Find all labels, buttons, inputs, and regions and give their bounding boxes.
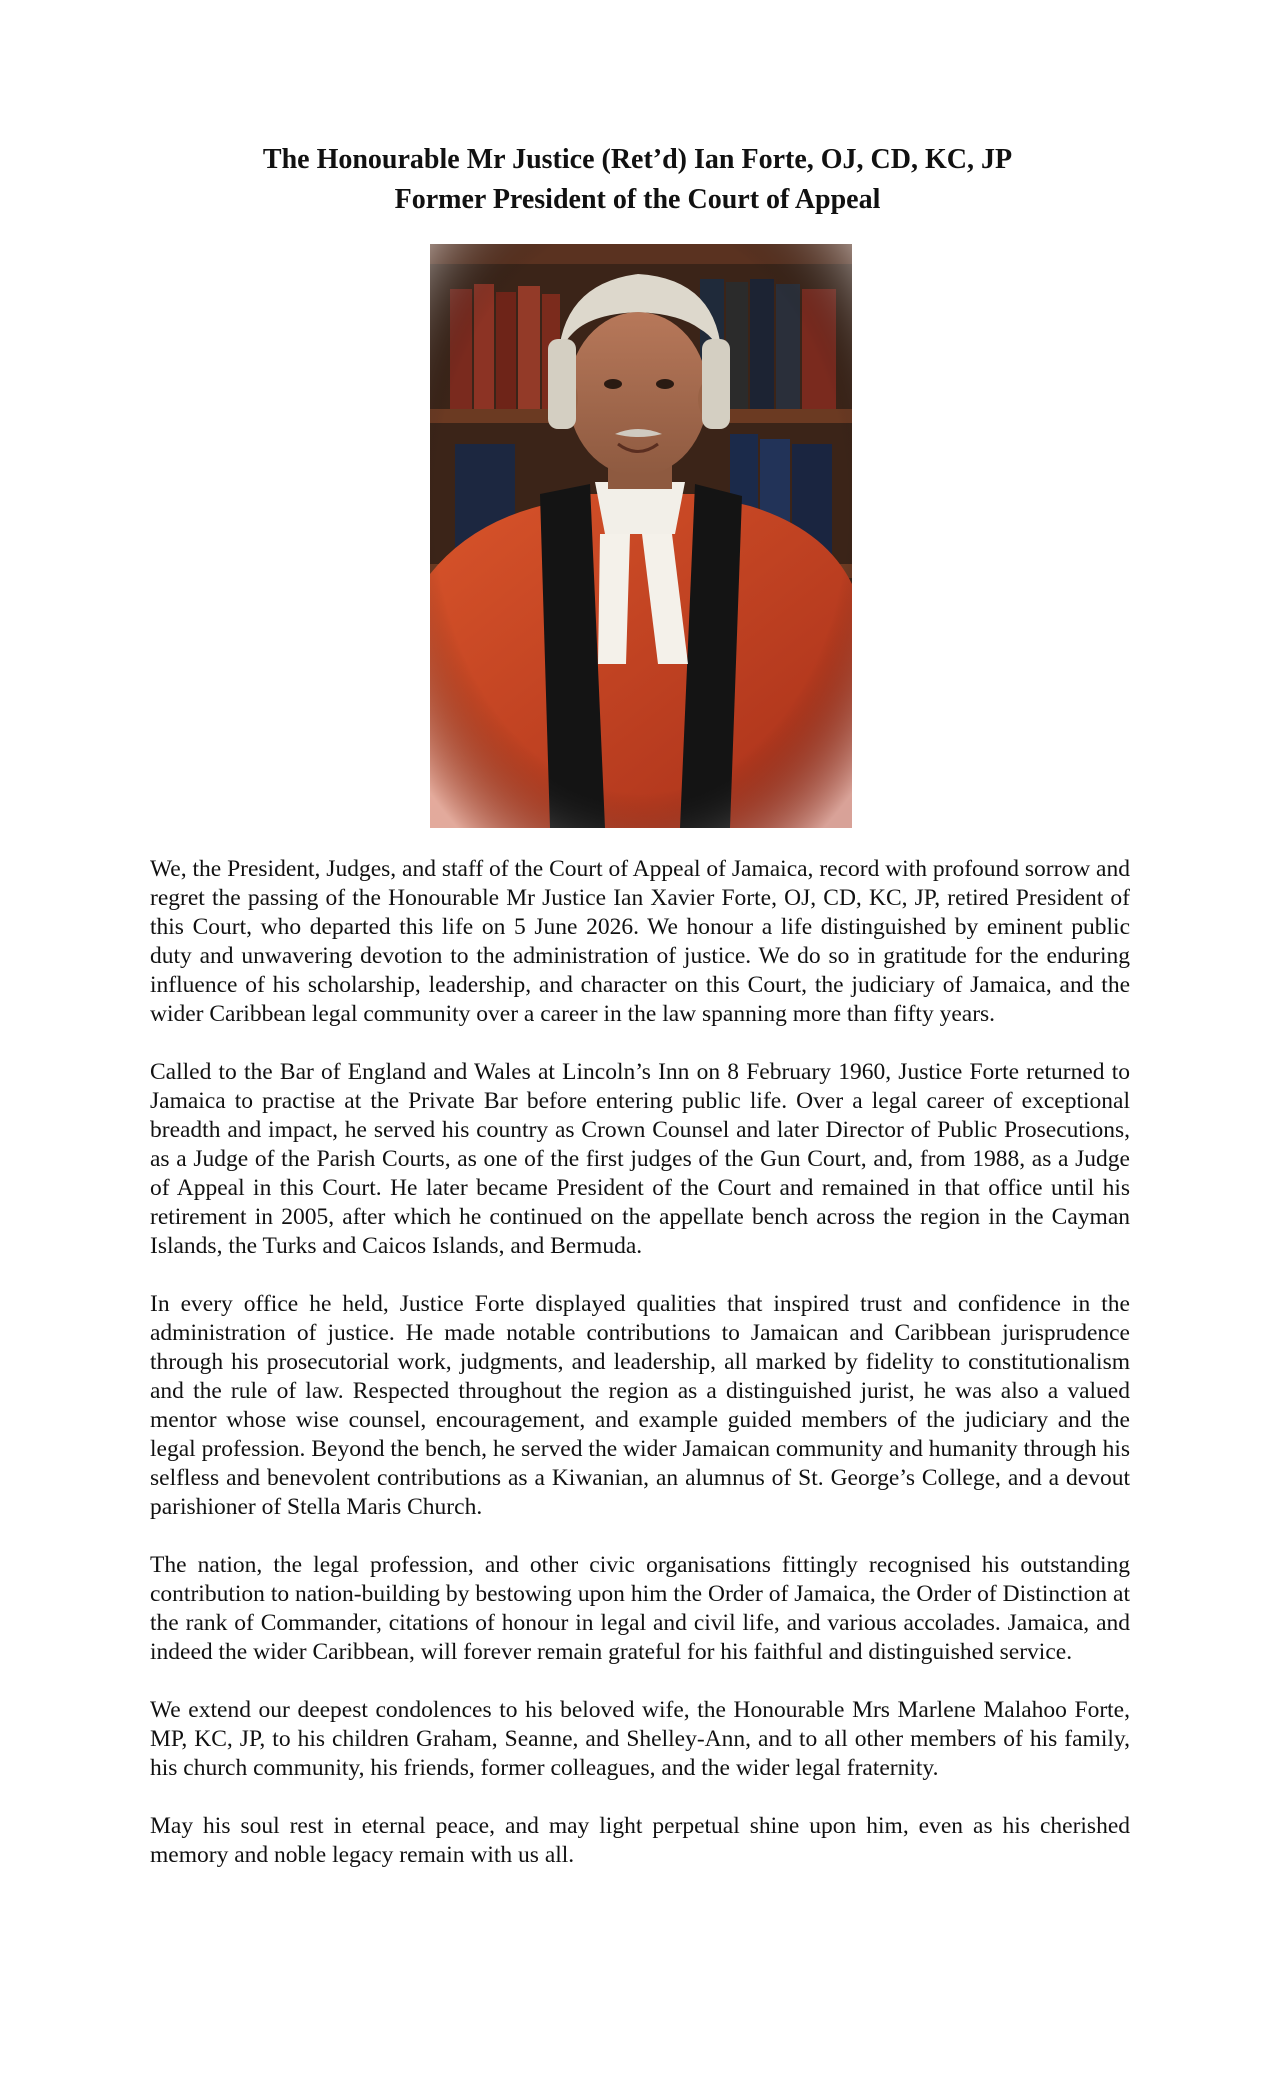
paragraph-qualities: In every office he held, Justice Forte displayed qualities that inspired trust and confidence in the administration of justice. He made notable contributions to Jamaican and Caribbean jurisprudence through his prosecutorial work, judgments, and leadership, all marked by fidelity to constitutionalism and the rule of law. Respected throughout the region as a distinguished jurist, he was also a valued mentor whose wise counsel, encouragement, and example guided members of the judiciary and the legal profession. Beyond the bench, he served the wider Jamaican community and humanity through his selfless and benevolent contributions as a Kiwanian, an alumnus of St. George’s College, and a devout parishioner of Stella Maris Church. bbox=[150, 1291, 1130, 1520]
page-title: The Honourable Mr Justice (Ret’d) Ian Forte, OJ, CD, KC, JP bbox=[262, 144, 1013, 175]
paragraph-condolences: We extend our deepest condolences to his beloved wife, the Honourable Mrs Marlene Malahoo Forte, MP, KC, JP, to his children Graham, Seanne, and Shelley-Ann, and to all other members of his family, his church community, his friends, former colleagues, and the wider legal fraternity. bbox=[150, 1697, 1130, 1781]
paragraph-career: Called to the Bar of England and Wales at Lincoln’s Inn on 8 February 1960, Justice Forte returned to Jamaica to practise at the Private Bar before entering public life. Over a legal career of exceptional breadth and impact, he served his country as Crown Counsel and later Director of Public Prosecutions, as a Judge of the Parish Courts, as one of the first judges of the Gun Court, and, from 1988, as a Judge of Appeal in this Court. He later became President of the Court and remained in that office until his retirement in 2005, after which he continued on the appellate bench across the region in the Cayman Islands, the Turks and Caicos Islands, and Bermuda. bbox=[150, 1059, 1130, 1259]
portrait-photo bbox=[430, 244, 852, 828]
paragraph-closing: May his soul rest in eternal peace, and may light perpetual shine upon him, even as his cherished memory and noble legacy remain with us all. bbox=[150, 1813, 1130, 1868]
paragraph-honours: The nation, the legal profession, and other civic organisations fittingly recognised his outstanding contribution to nation-building by bestowing upon him the Order of Jamaica, the Order of Distinction at the rank of Commander, citations of honour in legal and civil life, and various accolades. Jamaica, and indeed the wider Caribbean, will forever remain grateful for his faithful and distinguished service. bbox=[150, 1552, 1130, 1665]
portrait-illustration bbox=[430, 244, 852, 828]
page-subtitle: Former President of the Court of Appeal bbox=[394, 184, 881, 215]
tribute-body bbox=[150, 855, 1130, 1899]
title-block bbox=[0, 140, 1275, 220]
paragraph-intro: We, the President, Judges, and staff of the Court of Appeal of Jamaica, record with profound sorrow and regret the passing of the Honourable Mr Justice Ian Xavier Forte, OJ, CD, KC, JP, retired President of this Court, who departed this life on 5 June 2026. We honour a life distinguished by eminent public duty and unwavering devotion to the administration of justice. We do so in gratitude for the enduring influence of his scholarship, leadership, and character on this Court, the judiciary of Jamaica, and the wider Caribbean legal community over a career in the law spanning more than fifty years. bbox=[150, 856, 1130, 1027]
